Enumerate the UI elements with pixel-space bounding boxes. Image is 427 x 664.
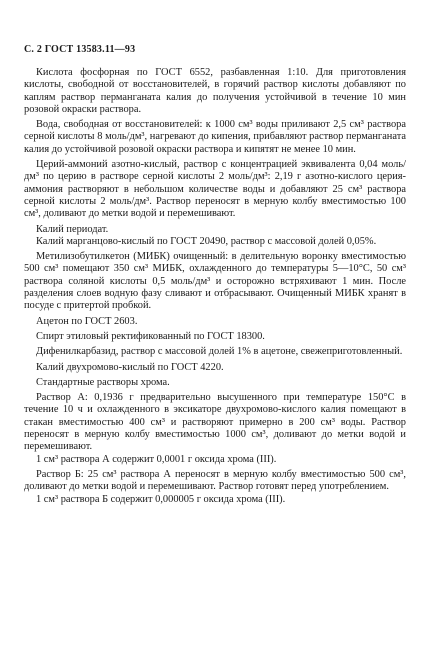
paragraph-acetone: Ацетон по ГОСТ 2603. [36, 315, 138, 327]
paragraph-potassium-periodate: Калий периодат. [36, 223, 109, 235]
paragraph-potassium-dichromate: Калий двухромово-кислый по ГОСТ 4220. [36, 361, 224, 373]
paragraph-solution-b: Раствор Б: 25 см³ раствора А переносят в мерную колбу вместимостью 500 см³, доливают до метки водой и перемешивают. Раствор готовят перед употреблением. [24, 468, 406, 493]
paragraph-ethanol: Спирт этиловый ректификованный по ГОСТ 18300. [36, 330, 265, 342]
document-body [24, 67, 406, 509]
paragraph-solution-a-content: 1 см³ раствора А содержит 0,0001 г оксида хрома (III). [36, 453, 277, 465]
paragraph-mibk: Метилизобутилкетон (МИБК) очищенный: в делительную воронку вместимостью 500 см³ помещают 350 см³ МИБК, охлажденного до температуры 5—10°С, 50 см³ раствора соляной кислоты 0,5 моль/дм³ и осторожно встряхивают 1 мин. После разделения слоев водную фазу сливают и отбрасывают. Очищенный МИБК хранят в посуде с притертой пробкой. [24, 251, 406, 312]
paragraph-solution-b-content: 1 см³ раствора Б содержит 0,000005 г оксида хрома (III). [36, 493, 286, 505]
paragraph-phosphoric-acid: Кислота фосфорная по ГОСТ 6552, разбавленная 1:10. Для приготовления кислоты, свободной от восстановителей, в горячий раствор кислоты добавляют по каплям раствор перманганата калия до получения устойчивой в течение 10 мин розовой окраски раствора. [24, 67, 406, 115]
page-header: С. 2 ГОСТ 13583.11—93 [24, 44, 136, 55]
paragraph-standard-solutions: Стандартные растворы хрома. [36, 376, 170, 388]
paragraph-water: Вода, свободная от восстановителей: к 1000 см³ воды приливают 2,5 см³ раствора серной кислоты 8 моль/дм³, нагревают до кипения, прибавляют раствор перманганата калия до устойчивой розовой окраски раствора и кипятят не менее 10 мин. [24, 119, 406, 155]
paragraph-solution-a: Раствор А: 0,1936 г предварительно высушенного при температуре 150°С в течение 10 ч и охлажденного в эксикаторе двухромово-кислого калия помещают в стакан вместимостью 400 см³ и растворяют примерно в 200 см³ воды. Раствор переносят в мерную колбу вместимостью 1000 см³, доливают до метки водой и перемешивают. [24, 392, 406, 453]
paragraph-potassium-permanganate: Калий марганцово-кислый по ГОСТ 20490, раствор с массовой долей 0,05%. [36, 235, 377, 247]
paragraph-cerium-ammonium: Церий-аммоний азотно-кислый, раствор с концентрацией эквивалента 0,04 моль/дм³ по церию в растворе серной кислоты 2 моль/дм³: 2,19 г азотно-кислого церия-аммония растворяют в небольшом количестве воды и добавляют 25 см³ раствора серной кислоты 2 моль/дм³. Раствор переносят в мерную колбу вместимостью 100 см³, доливают до метки водой и перемешивают. [24, 159, 406, 220]
paragraph-diphenylcarbazide: Дифенилкарбазид, раствор с массовой долей 1% в ацетоне, свежеприготовленный. [36, 346, 403, 358]
